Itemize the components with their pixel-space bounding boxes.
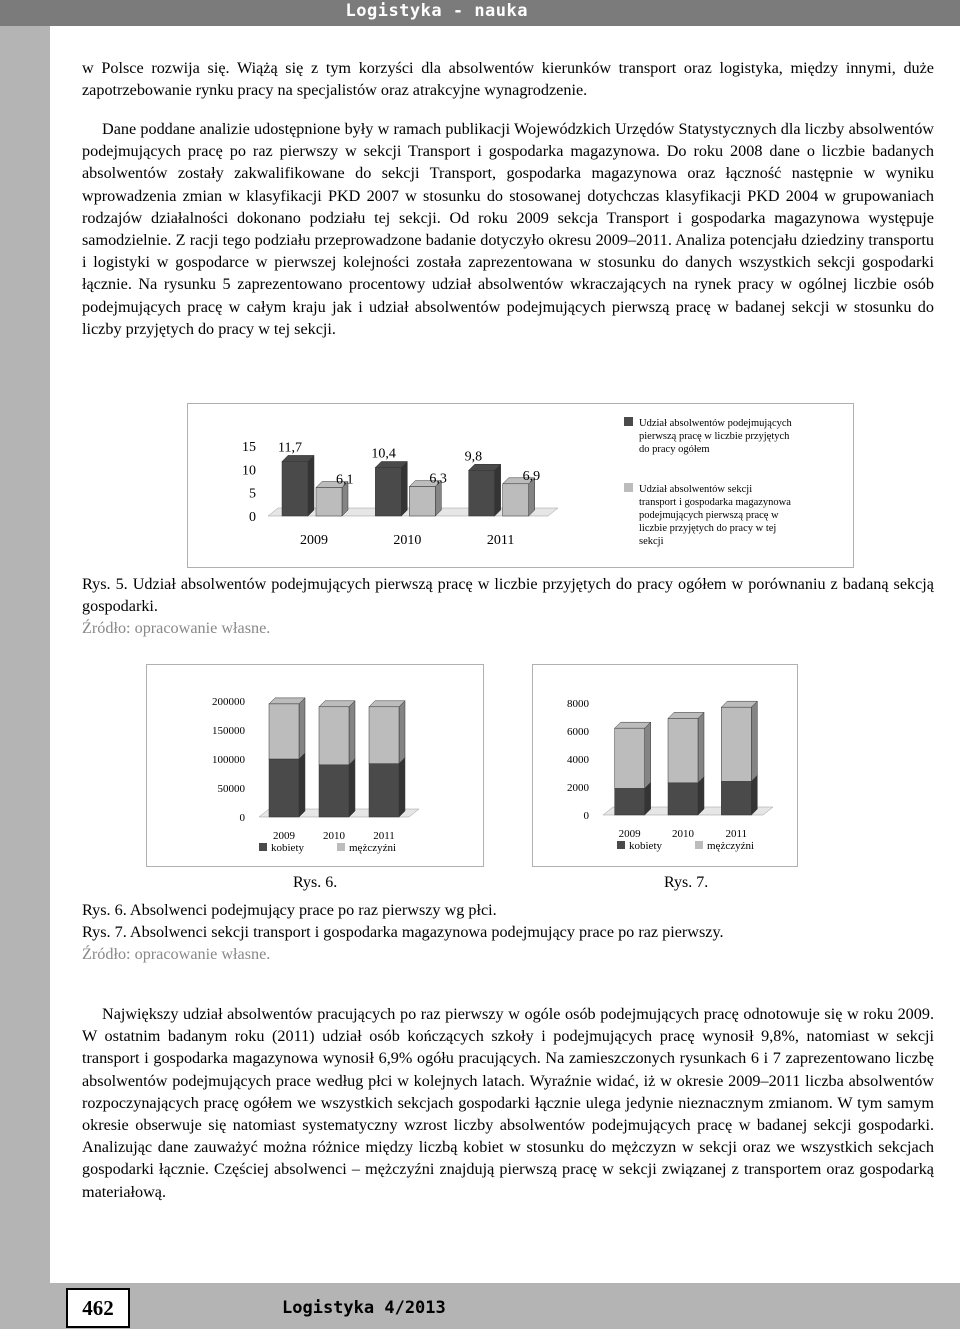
- fig5-ytick-label: 15: [242, 440, 256, 455]
- fig7-bar-side: [751, 775, 757, 815]
- figure-6-7-source: Źródło: opracowanie własne.: [82, 945, 271, 964]
- figure-6-caption: Rys. 6. Absolwenci podejmujący prace po raz pierwszy wg płci.: [82, 901, 497, 919]
- fig5-legend-label: Udział absolwentów podejmujących pierwszą pracę w liczbie przyjętych do pracy ogółem: [639, 418, 792, 455]
- figure-6-svg: [147, 665, 483, 866]
- fig6-bar-top: [369, 701, 405, 707]
- fig6-bar-top: [319, 701, 355, 707]
- fig5-ytick-label: 5: [249, 486, 256, 502]
- figure-5-caption-block: [82, 573, 934, 640]
- fig6-bar: [269, 759, 299, 817]
- fig5-bar: [469, 470, 495, 516]
- paragraph-data-source-sentence: Dane poddane analizie udostępnione były w ramach publikacji Wojewódzkich Urzędów Statystycznych dla liczby absolwentów podejmujących pracę po raz pierwszy w sekcji Transport i gospodarka magazynowa.: [82, 120, 934, 161]
- paragraph-data-source: [82, 118, 934, 340]
- fig7-ytick-label: 2000: [567, 782, 589, 794]
- fig7-legend-swatch: [695, 841, 703, 849]
- figure-5-chart: [187, 403, 854, 568]
- figure-6-label: Rys. 6.: [293, 874, 338, 891]
- footer-journal-title: Logistyka 4/2013: [282, 1298, 446, 1318]
- figure-6-chart: [146, 664, 484, 867]
- fig7-bar-side: [751, 701, 757, 781]
- fig5-bar: [316, 488, 342, 516]
- fig5-bar-top: [469, 464, 501, 470]
- fig7-bar-top: [668, 712, 704, 718]
- fig7-xtick-label: 2009: [618, 828, 641, 840]
- fig6-bar: [319, 765, 349, 817]
- fig7-ytick-label: 8000: [567, 698, 589, 710]
- fig5-bar-top: [375, 461, 407, 467]
- fig6-bar-side: [399, 758, 405, 817]
- fig7-ytick-label: 6000: [567, 726, 589, 738]
- fig5-legend-label: Udział absolwentów sekcji transport i gospodarka magazynowa podejmujących pierwszą pracę w liczbie przyjętych do pracy w tej sekcji: [639, 484, 791, 547]
- figure-5-svg: [188, 404, 853, 567]
- fig5-data-label: 10,4: [371, 446, 396, 462]
- fig7-bar-side: [645, 722, 651, 788]
- header-title: Logistyka - nauka: [345, 1, 528, 21]
- fig6-ytick-label: 200000: [212, 696, 245, 708]
- fig5-data-label: 9,8: [464, 449, 483, 465]
- fig5-xtick-label: 2011: [486, 533, 515, 548]
- fig6-xtick-label: 2010: [323, 830, 345, 842]
- footer-band: [0, 1283, 960, 1329]
- paragraph-intro: w Polsce rozwija się. Wiążą się z tym korzyści dla absolwentów kierunków transport oraz logistyka, między innymi, duże zapotrzebowanie rynku pracy na specjalistów oraz atrakcyjne wynagrodzenie.: [82, 59, 934, 100]
- fig6-bar: [369, 764, 399, 817]
- fig5-bar: [503, 484, 529, 516]
- fig7-ytick-label: 0: [583, 810, 589, 822]
- fig6-legend-label: mężczyźni: [349, 842, 397, 854]
- header-bar: [0, 0, 960, 26]
- fig5-bar-side: [495, 464, 501, 516]
- fig6-bar-side: [299, 698, 305, 759]
- fig5-bar-side: [401, 461, 407, 516]
- fig5-legend-swatch: [624, 483, 633, 492]
- paragraph-analysis: Największy udział absolwentów pracujących po raz pierwszy w ogóle osób podejmujących pracę odnotowuje się w roku 2009. W ostatnim badanym roku (2011) udział osób kończących szkoły i podejmujących pracę wynosił 9,8%, natomiast w sekcji transport i gospodarka magazynowa wynosił 6,9% ogółu pracujących. Na zamieszczonych rysunkach 6 i 7 zaprezentowano liczbę absolwentów podejmujących prace według płci w kolejnych latach. Wyraźnie widać, iż w okresie 2009–2011 liczba absolwentów rozpoczynających pracę ogółem we wszystkich sekcjach gospodarki łącznie ulega jedynie nieznacznym zmianom. W tym samym okresie obserwuje się natomiast systematyczny wzrost liczby absolwentów podejmujących pracę w badanej sekcji gospodarki. Analizując dane zauważyć można różnice między liczbą kobiet w stosunku do mężczyzn w sekcji oraz we wszystkich sekcjach gospodarki łącznie. Częściej absolwenci – mężczyźni znajdują pierwszą pracę w sekcji związanej z transportem oraz gospodarką materiałową.: [82, 1005, 934, 1201]
- fig6-bar: [369, 707, 399, 764]
- fig5-data-label: 6,1: [336, 472, 354, 488]
- left-margin-bar: [0, 0, 50, 1329]
- fig6-legend-swatch: [337, 843, 345, 851]
- fig5-xtick-label: 2010: [393, 533, 422, 548]
- fig6-ytick-label: 0: [239, 812, 245, 824]
- fig6-ytick-label: 50000: [217, 783, 245, 795]
- fig6-bar: [319, 707, 349, 765]
- fig6-bar-side: [349, 701, 355, 765]
- fig6-legend-swatch: [259, 843, 267, 851]
- fig5-ytick-label: 0: [249, 510, 256, 525]
- fig6-bar-top: [269, 698, 305, 704]
- fig5-bar: [282, 461, 308, 516]
- fig7-legend-label: mężczyźni: [707, 840, 755, 852]
- fig7-bar-top: [721, 701, 757, 707]
- figure-5-caption: Rys. 5. Udział absolwentów podejmujących pierwszą pracę w liczbie przyjętych do pracy ogółem w porównaniu z badaną sekcją gospodarki.: [82, 575, 934, 616]
- fig7-bar-side: [698, 712, 704, 782]
- fig5-data-label: 6,9: [522, 468, 541, 484]
- fig7-xtick-label: 2010: [672, 828, 694, 840]
- fig7-legend-swatch: [617, 841, 625, 849]
- page-number: 462: [66, 1288, 130, 1328]
- fig6-bar: [269, 704, 299, 759]
- figure-7-caption: Rys. 7. Absolwenci sekcji transport i gospodarka magazynowa podejmujący prace po raz pierwszy.: [82, 923, 724, 942]
- fig5-ytick-label: 10: [242, 463, 256, 479]
- fig5-data-label: 6,3: [429, 471, 447, 487]
- fig5-data-label: 11,7: [278, 440, 302, 456]
- fig6-bar-side: [299, 753, 305, 817]
- fig6-xtick-label: 2009: [273, 830, 295, 842]
- fig5-bar: [375, 467, 401, 516]
- fig7-legend-label: kobiety: [629, 840, 662, 852]
- fig6-xtick-label: 2011: [373, 830, 395, 842]
- figure-7-svg: [533, 665, 797, 866]
- figure-6-7-caption-block: [82, 899, 934, 966]
- fig7-bar-top: [615, 722, 651, 728]
- fig7-bar: [668, 783, 698, 815]
- fig6-ytick-label: 100000: [212, 754, 245, 766]
- fig6-bar-side: [349, 759, 355, 817]
- fig5-bar: [409, 487, 435, 516]
- fig6-legend-label: kobiety: [271, 842, 304, 854]
- paragraph-data-source-rest: Do roku 2008 dane o liczbie badanych absolwentów zostały zakwalifikowane do sekcji Transport, gospodarka magazynowa oraz łączność następnie w wyniku wprowadzenia zmian w klasyfikacji PKD 2007 w stosunku do stosowanej dotychczas klasyfikacji PKD 2004 w grupowaniach rodzajów działalności dokonano podziału tej sekcji. Od roku 2009 sekcja Transport i gospodarka magazynowa występuje samodzielnie. Z racji tego podziału przeprowadzone badanie dotyczyło okresu 2009–2011. Analiza potencjału dziedziny transportu i logistyki w gospodarce w pierwszej kolejności została zaprezentowana w stosunku do danych wszystkich sekcji gospodarki łącznie. Na rysunku 5 zaprezentowano procentowy udział absolwentów wkraczających na rynek pracy w ogólnej liczbie osób podejmujących pracę w całym kraju jak i udział absolwentów podejmujących pierwszą pracę w badanej sekcji w stosunku do liczby przyjętych do pracy w tej sekcji.: [82, 142, 934, 338]
- fig6-ytick-label: 150000: [212, 725, 245, 737]
- fig7-bar: [721, 781, 751, 815]
- fig7-bar-side: [698, 777, 704, 815]
- fig7-bar: [721, 707, 751, 781]
- fig5-legend-swatch: [624, 417, 633, 426]
- fig7-bar: [668, 718, 698, 782]
- figure-7-chart: [532, 664, 798, 867]
- fig5-xtick-label: 2009: [300, 533, 328, 548]
- figure-5-source: Źródło: opracowanie własne.: [82, 619, 271, 638]
- fig7-bar: [615, 788, 645, 815]
- fig7-ytick-label: 4000: [567, 754, 589, 766]
- fig7-xtick-label: 2011: [725, 828, 748, 840]
- fig5-bar-top: [282, 455, 314, 461]
- fig5-bar-side: [308, 455, 314, 516]
- figure-7-label: Rys. 7.: [664, 874, 709, 891]
- fig7-bar: [615, 728, 645, 788]
- fig6-bar-side: [399, 701, 405, 764]
